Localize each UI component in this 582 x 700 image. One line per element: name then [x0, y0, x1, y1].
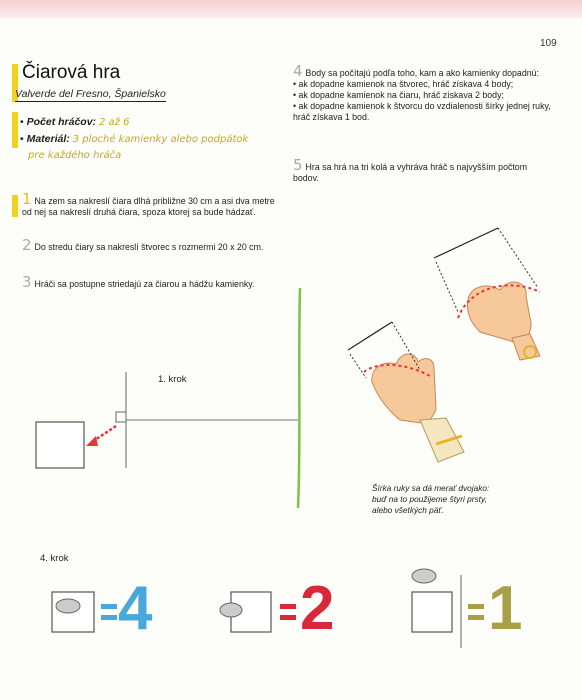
origin-place: Valverde del Fresno, Španielsko: [15, 88, 166, 100]
step-3-number: 3: [22, 273, 32, 291]
step-4-bullet-1: • ak dopadne kamienok na štvorec, hráč získava 4 body;: [293, 79, 514, 89]
step-4-text: Body sa počítajú podľa toho, kam a ako kamienky dopadnú:: [305, 68, 539, 78]
score-digit-1: 1: [488, 574, 523, 643]
step-1-text: Na zem sa nakreslí čiara dlhá približne 30 cm a asi dva metre od nej sa nakreslí druhá čiara, spoza ktorej sa bude hádzať.: [22, 196, 275, 217]
hand-caption: [372, 483, 489, 516]
step-4-number: 4: [293, 62, 303, 80]
material-value-2: pre každého hráča: [28, 150, 122, 161]
hand-caption-line-3: alebo všetkých päť.: [372, 505, 444, 515]
step-4-bullet-2: • ak dopadne kamienok na čiaru, hráč získava 2 body;: [293, 90, 504, 100]
step-4-bullet-3: • ak dopadne kamienok k štvorcu do vzdialenosti šírky jednej ruky, hráč získava 1 bod.: [293, 101, 551, 122]
green-line: [298, 288, 300, 508]
page-title: Čiarová hra: [22, 62, 121, 83]
hand-caption-line-1: Šírka ruky sa dá merať dvojako:: [372, 483, 490, 493]
krok-4-label: 4. krok: [40, 553, 69, 564]
score-square-1: [52, 592, 117, 632]
step-3-text: Hráči sa postupne striedajú za čiarou a hádžu kamienky.: [34, 279, 255, 289]
info-players: • Počet hráčov: 2 až 6: [20, 116, 130, 128]
score-digit-4: 4: [118, 574, 153, 643]
hand-caption-line-2: buď na to použijeme štyri prsty,: [372, 494, 487, 504]
krok-1-label: 1. krok: [158, 374, 187, 385]
stone-small: [116, 412, 126, 422]
target-square: [36, 422, 84, 468]
hand-five-fingers: [434, 228, 540, 360]
score-square-2: [220, 592, 296, 632]
info-material: • Materiál: 3 ploché kamienky alebo podpätok: [20, 133, 249, 145]
score-square-3: [412, 569, 484, 648]
players-value: 2 až 6: [98, 117, 130, 128]
step-5-number: 5: [293, 156, 303, 174]
step-1-number: 1: [22, 190, 32, 208]
players-label: Počet hráčov:: [26, 116, 97, 128]
score-digit-2: 2: [300, 574, 335, 643]
material-label: Materiál:: [26, 133, 70, 145]
page-number: 109: [540, 38, 557, 49]
step-2-number: 2: [22, 236, 32, 254]
step-5-text: Hra sa hrá na tri kolá a vyhráva hráč s najvyšším počtom bodov.: [293, 162, 528, 183]
step-2-text: Do stredu čiary sa nakreslí štvorec s rozmermi 20 x 20 cm.: [34, 242, 264, 252]
material-value: 3 ploché kamienky alebo podpätok: [72, 134, 249, 145]
hand-four-fingers: [348, 322, 464, 462]
arrow-head: [86, 436, 98, 446]
